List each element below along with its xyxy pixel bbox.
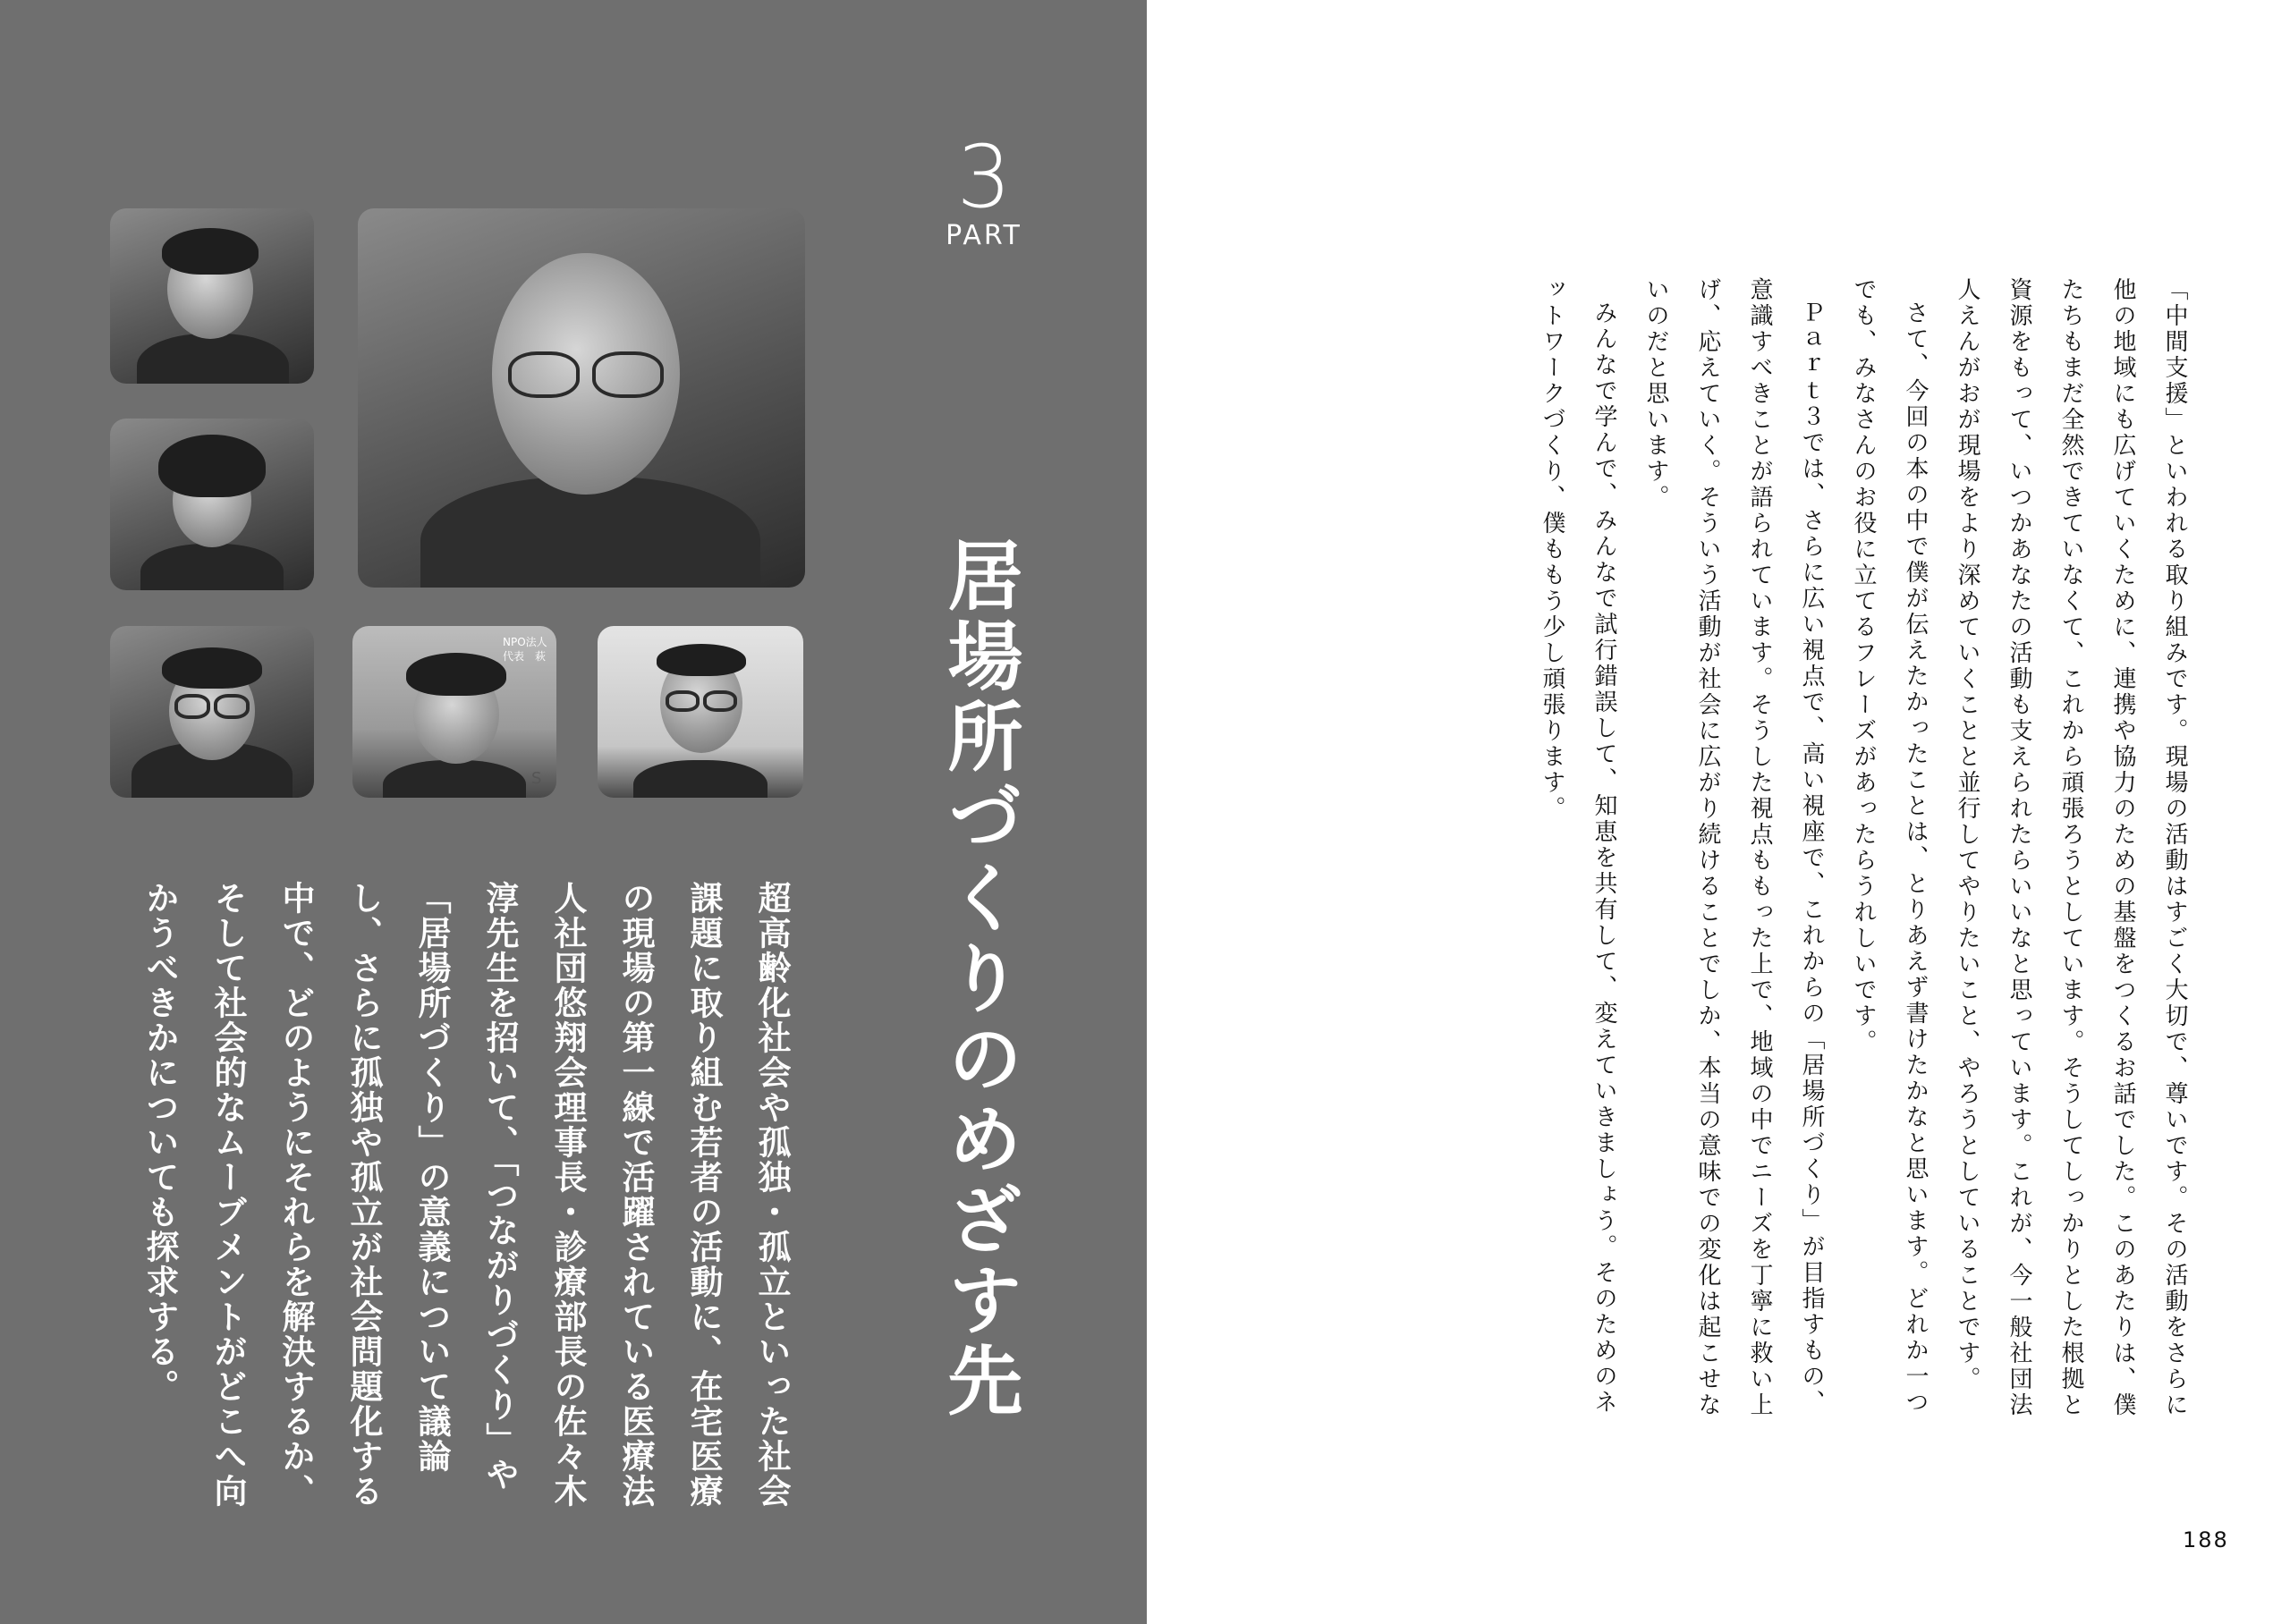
participant-photo-2: [110, 419, 314, 590]
chapter-title: 居場所づくりのめざす先: [936, 537, 1023, 1422]
participant-photo-5: [598, 626, 803, 798]
logo-fragment: S: [531, 769, 542, 788]
part-label: PART: [946, 220, 1022, 251]
part-number: 3: [956, 127, 1012, 227]
body-paragraph-4: みんなで学んで、みんなで試行錯誤して、知恵を共有して、変えていきましょう。そのためのネットワークづくり、僕ももう少し頑張ります。: [1539, 277, 1617, 1416]
page-number: 188: [2183, 1527, 2229, 1552]
part-badge: [930, 127, 1038, 251]
video-caption-line-1: NPO法人: [503, 636, 547, 648]
body-paragraph-2: さて、今回の本の中で僕が伝えたかったことは、とりあえず書けたかなと思います。どれか一つでも、みなさんのお役に立てるフレーズがあったらうれしいです。: [1850, 277, 1929, 1416]
chapter-lead: 超高齢化社会や孤独・孤立といった社会課題に取り組む若者の活動に、在宅医療の現場の第一線で活躍されている医療法人社団悠翔会理事長・診療部長の佐々木淳先生を招いて、「つながりづくり」や「居場所づくり」の意義について議論し、さらに孤独や孤立が社会問題化する中で、どのようにそれらを解決するか、そして社会的なムーブメントがどこへ向かうべきかについても探求する。: [140, 881, 791, 1509]
video-caption-line-2: 代表 萩: [503, 650, 547, 663]
body-paragraph-1: 「中間支援」といわれる取り組みです。現場の活動はすごく大切で、尊いです。その活動をさらに他の地域にも広げていくために、連携や協力のための基盤をつくるお話でした。このあたりは、僕たちもまだ全然できていなくて、これから頑張ろうとしています。そうしてしっかりとした根拠と資源をもって、いつかあなたの活動も支えられたらいいなと思っています。これが、今一般社団法人えんがおが現場をより深めていくことと並行してやりたいこと、やろうとしていることです。: [1954, 277, 2188, 1418]
participant-photo-1: [110, 208, 314, 384]
participant-photo-3: [110, 626, 314, 798]
body-paragraph-3: Ｐａｒｔ３では、さらに広い視点で、高い視座で、これからの「居場所づくり」が目指すもの、意識すべきことが語られています。そうした視点ももった上で、地域の中でニーズを丁寧に救い上げ、応えていく。そういう活動が社会に広がり続けることでしか、本当の意味での変化は起こせないのだと思います。: [1642, 277, 1825, 1418]
body-text: [1199, 277, 2201, 1440]
participant-photo-main: [358, 208, 805, 588]
video-caption: [503, 635, 547, 664]
participant-photo-4: [352, 626, 556, 798]
